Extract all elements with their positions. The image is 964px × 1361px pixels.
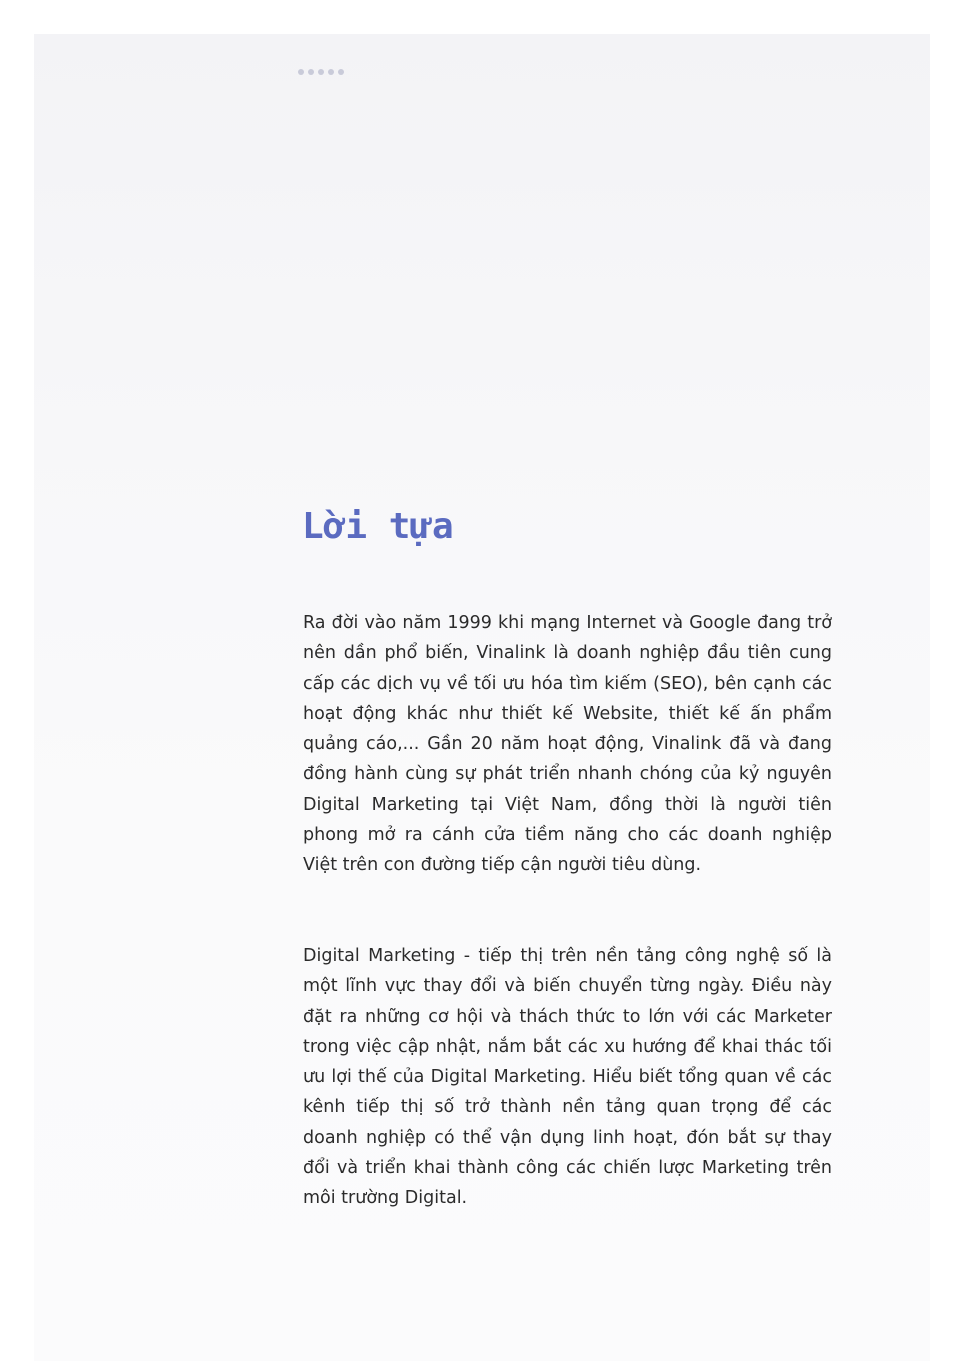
dot-icon (338, 69, 344, 75)
dot-icon (328, 69, 334, 75)
page-title: Lời tựa (302, 506, 454, 547)
dot-icon (298, 69, 304, 75)
dot-icon (308, 69, 314, 75)
dot-icon (318, 69, 324, 75)
paragraph-digital-marketing: Digital Marketing - tiếp thị trên nền tảng công nghệ số là một lĩnh vực thay đổi và biến chuyển từng ngày. Điều này đặt ra những cơ hội và thách thức to lớn với các Marketer trong việc cập nhật, nắm bắt các xu hướng để khai thác tối ưu lợi thế của Digital Marketing. Hiểu biết tổng quan về các kênh tiếp thị số trở thành nền tảng quan trọng để các doanh nghiệp có thể vận dụng linh hoạt, đón bắt sự thay đổi và triển khai thành công các chiến lược Marketing trên môi trường Digital. (303, 946, 832, 1209)
five-dots-ornament-icon (298, 69, 344, 75)
paragraph-intro: Ra đời vào năm 1999 khi mạng Internet và Google đang trở nên dần phổ biến, Vinalink là doanh nghiệp đầu tiên cung cấp các dịch vụ về tối ưu hóa tìm kiếm (SEO), bên cạnh các hoạt động khác như thiết kế Website, thiết kế ấn phẩm quảng cáo,... Gần 20 năm hoạt động, Vinalink đã và đang đồng hành cùng sự phát triển nhanh chóng của kỷ nguyên Digital Marketing tại Việt Nam, đồng thời là người tiên phong mở ra cánh cửa tiềm năng cho các doanh nghiệp Việt trên con đường tiếp cận người tiêu dùng. (303, 613, 832, 876)
